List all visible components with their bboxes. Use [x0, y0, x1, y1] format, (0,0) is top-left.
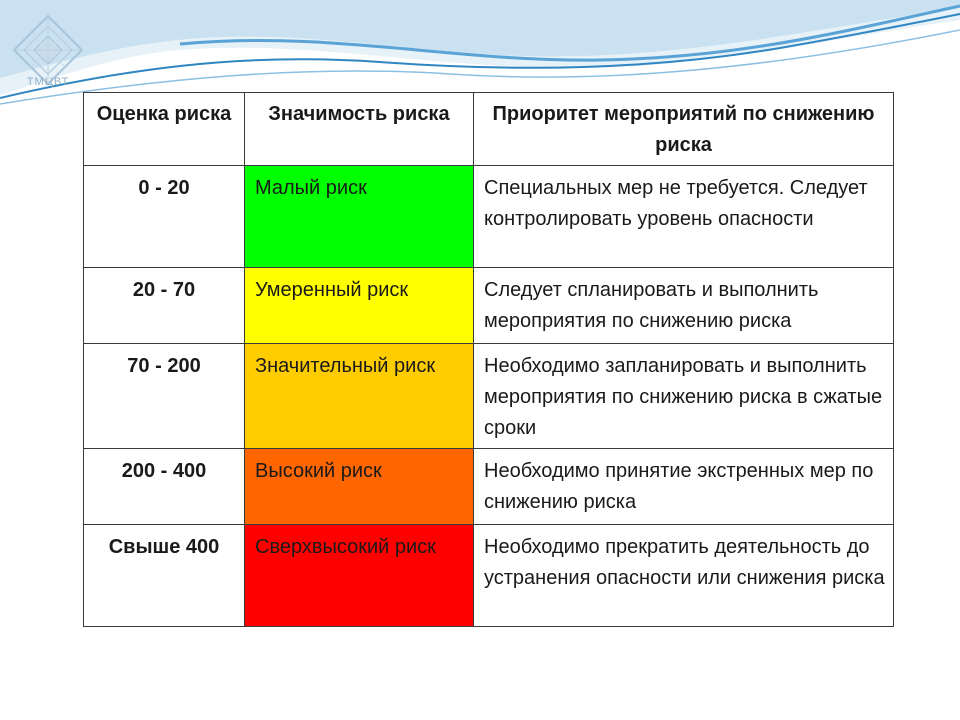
- table-row: [84, 344, 894, 449]
- header-action-priority: Приоритет мероприятий по снижению риска: [474, 93, 894, 166]
- risk-level-cell: Сверхвысокий риск: [245, 525, 474, 627]
- action-cell: Необходимо принятие экстренных мер по снижению риска: [474, 449, 894, 525]
- risk-score-cell: 0 - 20: [84, 166, 245, 268]
- table-row: [84, 268, 894, 344]
- risk-level-cell: Высокий риск: [245, 449, 474, 525]
- risk-level-cell: Малый риск: [245, 166, 474, 268]
- risk-score-cell: 70 - 200: [84, 344, 245, 449]
- table-row: [84, 525, 894, 627]
- risk-score-cell: Свыше 400: [84, 525, 245, 627]
- action-cell: Необходимо запланировать и выполнить мероприятия по снижению риска в сжатые сроки: [474, 344, 894, 449]
- risk-score-cell: 200 - 400: [84, 449, 245, 525]
- risk-score-cell: 20 - 70: [84, 268, 245, 344]
- risk-level-cell: Умеренный риск: [245, 268, 474, 344]
- table-row: [84, 166, 894, 268]
- logo-text: ТМЦВТ: [26, 76, 70, 88]
- table-header-row: [84, 93, 894, 166]
- header-risk-significance: Значимость риска: [245, 93, 474, 166]
- risk-assessment-table: [83, 92, 894, 627]
- table-row: [84, 449, 894, 525]
- action-cell: Следует спланировать и выполнить мероприятия по снижению риска: [474, 268, 894, 344]
- header-risk-score: Оценка риска: [84, 93, 245, 166]
- risk-level-cell: Значительный риск: [245, 344, 474, 449]
- action-cell: Необходимо прекратить деятельность до устранения опасности или снижения риска: [474, 525, 894, 627]
- action-cell: Специальных мер не требуется. Следует контролировать уровень опасности: [474, 166, 894, 268]
